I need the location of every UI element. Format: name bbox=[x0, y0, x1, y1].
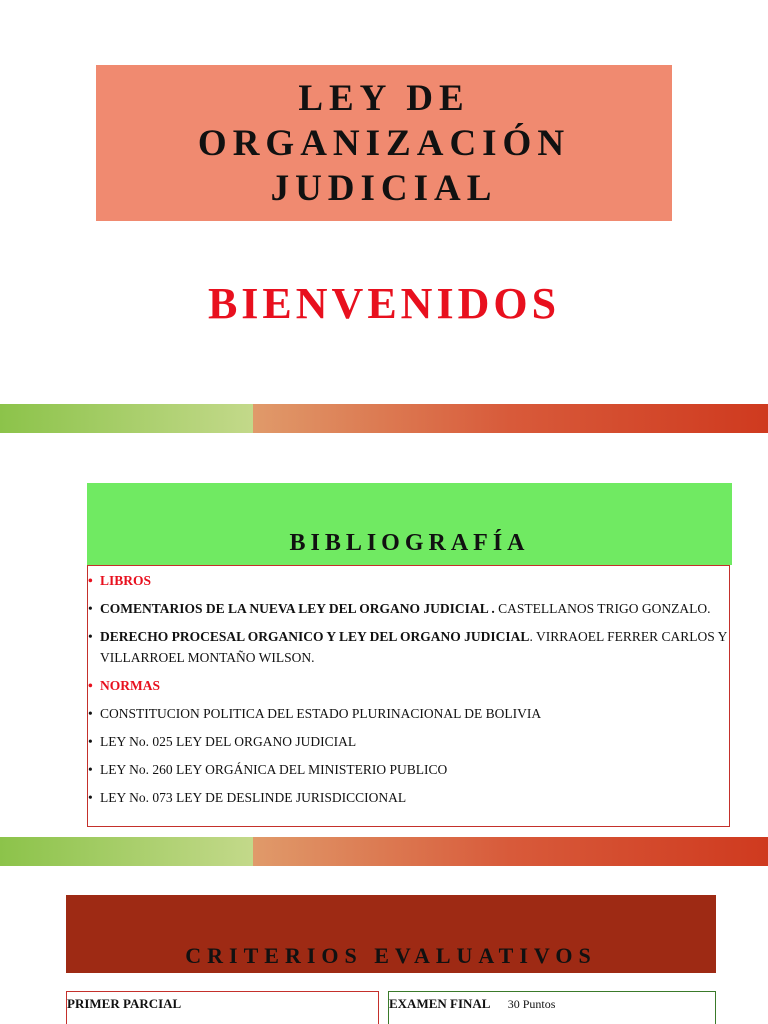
bibliography-item bbox=[88, 703, 729, 724]
bullet-icon: • bbox=[88, 762, 93, 777]
bullet-icon: • bbox=[88, 790, 93, 805]
divider-band-bottom bbox=[0, 837, 768, 866]
divider-orange-segment bbox=[253, 837, 768, 866]
title-line-3: JUDICIAL bbox=[270, 167, 498, 209]
title-line-1: LEY DE bbox=[298, 77, 470, 119]
divider-orange-segment bbox=[253, 404, 768, 433]
bibliography-item-bold: NORMAS bbox=[100, 678, 160, 693]
criteria-header bbox=[66, 895, 716, 973]
bibliography-item-text: LEY No. 073 LEY DE DESLINDE JURISDICCIONAL bbox=[100, 790, 407, 805]
criteria-box-first-partial bbox=[66, 991, 379, 1024]
bibliography-item-text: LEY No. 025 LEY DEL ORGANO JUDICIAL bbox=[100, 734, 357, 749]
criteria-box-final-exam bbox=[388, 991, 716, 1024]
title-line-2: ORGANIZACIÓN bbox=[197, 122, 571, 164]
bibliography-item-text: . VIRRAOEL FERRER CARLOS Y VILLARROEL MONTAÑO WILSON. bbox=[100, 629, 727, 665]
title-box bbox=[96, 65, 672, 221]
criteria-label: EXAMEN FINAL bbox=[389, 996, 491, 1011]
divider-band-top bbox=[0, 404, 768, 433]
welcome-heading: BIENVENIDOS bbox=[207, 279, 561, 328]
bibliography-item bbox=[88, 626, 729, 668]
divider-green-segment bbox=[0, 837, 253, 866]
bibliography-title: BIBLIOGRAFÍA bbox=[289, 530, 530, 556]
bibliography-item-bold: DERECHO PROCESAL ORGANICO Y LEY DEL ORGANO JUDICIAL bbox=[100, 629, 530, 644]
bibliography-header bbox=[87, 483, 732, 565]
bibliography-item-text: CONSTITUCION POLITICA DEL ESTADO PLURINACIONAL DE BOLIVIA bbox=[100, 706, 542, 721]
bullet-icon: • bbox=[88, 678, 93, 693]
bibliography-item-text: CASTELLANOS TRIGO GONZALO. bbox=[494, 601, 711, 616]
criteria-points: 30 Puntos bbox=[507, 997, 556, 1011]
bullet-icon: • bbox=[88, 629, 93, 644]
bullet-icon: • bbox=[88, 601, 93, 616]
bullet-icon: • bbox=[88, 706, 93, 721]
bibliography-item-text: LEY No. 260 LEY ORGÁNICA DEL MINISTERIO PUBLICO bbox=[100, 762, 448, 777]
bibliography-item bbox=[88, 759, 729, 780]
bibliography-item bbox=[88, 731, 729, 752]
bibliography-item bbox=[88, 675, 729, 696]
divider-green-segment bbox=[0, 404, 253, 433]
bibliography-item-bold: LIBROS bbox=[100, 573, 152, 588]
bullet-icon: • bbox=[88, 734, 93, 749]
bibliography-item bbox=[88, 787, 729, 808]
criteria-label: PRIMER PARCIAL bbox=[67, 996, 182, 1011]
bibliography-list bbox=[88, 566, 729, 808]
bibliography-item bbox=[88, 598, 729, 619]
bibliography-item bbox=[88, 570, 729, 591]
bibliography-item-bold: COMENTARIOS DE LA NUEVA LEY DEL ORGANO JUDICIAL . bbox=[100, 601, 495, 616]
bibliography-box bbox=[87, 565, 730, 827]
criteria-title: CRITERIOS EVALUATIVOS bbox=[185, 943, 597, 968]
bullet-icon: • bbox=[88, 573, 93, 588]
